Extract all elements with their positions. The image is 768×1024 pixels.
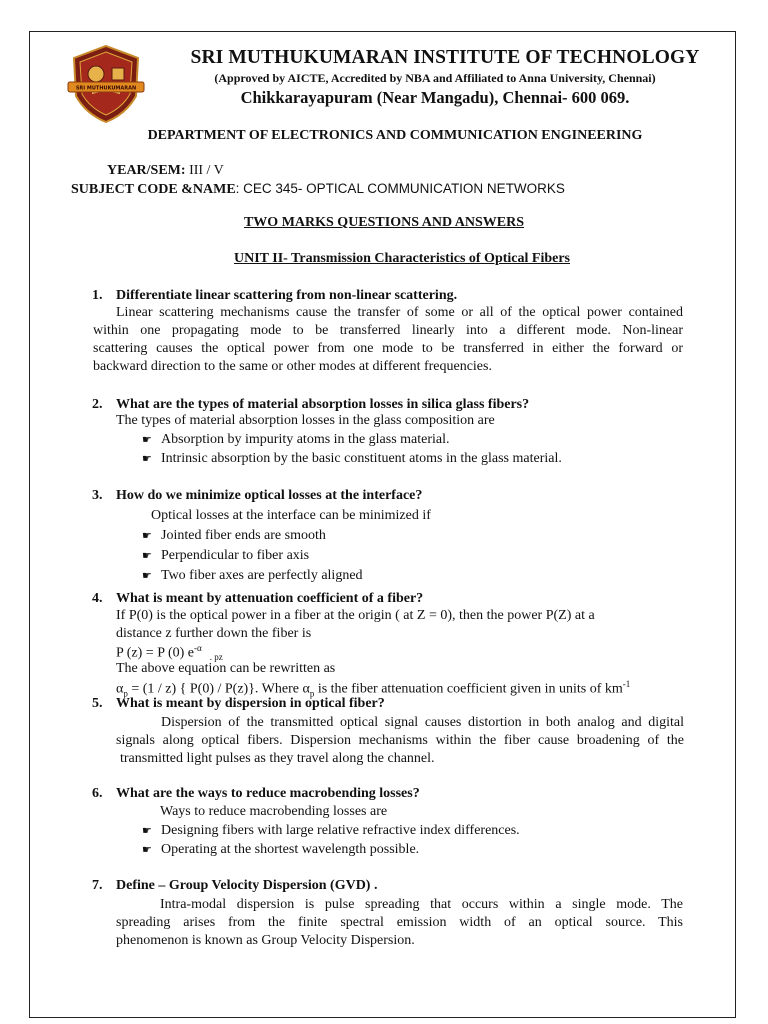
question-text: What is meant by attenuation coefficient of a fiber? bbox=[116, 591, 424, 606]
year-sem bbox=[107, 163, 224, 179]
list-item: ☛ Intrinsic absorption by the basic constituent atoms in the glass material. bbox=[142, 451, 562, 466]
bullet-icon: ☛ bbox=[142, 824, 152, 837]
institute-name: SRI MUTHUKUMARAN INSTITUTE OF TECHNOLOGY bbox=[190, 47, 700, 68]
question-text: Differentiate linear scattering from non-linear scattering. bbox=[116, 288, 458, 303]
list-item: ☛ Perpendicular to fiber axis bbox=[142, 548, 310, 563]
question-7: 7. Define – Group Velocity Dispersion (GVD) . bbox=[92, 878, 378, 893]
answer-4-line-1: If P(0) is the optical power in a fiber at the origin ( at Z = 0), then the power P(Z) at a bbox=[116, 608, 595, 623]
question-5: 5. What is meant by dispersion in optical fiber? bbox=[92, 696, 385, 711]
bullet-icon: ☛ bbox=[142, 843, 152, 856]
bullet-icon: ☛ bbox=[142, 433, 152, 446]
question-3: 3. How do we minimize optical losses at the interface? bbox=[92, 488, 423, 503]
answer-6-intro: Ways to reduce macrobending losses are bbox=[160, 804, 388, 819]
bullet-icon: ☛ bbox=[142, 569, 152, 582]
answer-4-rewrite: The above equation can be rewritten as bbox=[116, 661, 336, 676]
year-sem-label: YEAR/SEM: bbox=[107, 163, 186, 178]
bullet-icon: ☛ bbox=[142, 549, 152, 562]
subject-value: : CEC 345- OPTICAL COMMUNICATION NETWORKS bbox=[235, 181, 565, 196]
question-text: What is meant by dispersion in optical fiber? bbox=[116, 696, 385, 711]
department-name: DEPARTMENT OF ELECTRONICS AND COMMUNICATION ENGINEERING bbox=[147, 128, 643, 143]
bullet-icon: ☛ bbox=[142, 529, 152, 542]
answer-2-intro: The types of material absorption losses in the glass composition are bbox=[116, 413, 495, 428]
document-title: TWO MARKS QUESTIONS AND ANSWERS bbox=[243, 215, 525, 230]
answer-1: Linear scattering mechanisms cause the transfer of some or all of the optical power contained within one propagating mode to be transferred linearly into a different mode. Non-linear scattering causes the optical power from one mode to be transferred in either the forward or backward direction to the same or other modes at different frequencies. bbox=[93, 305, 683, 374]
question-text: How do we minimize optical losses at the interface? bbox=[116, 488, 423, 503]
list-item: ☛ Designing fibers with large relative refractive index differences. bbox=[142, 823, 520, 838]
answer-5: Dispersion of the transmitted optical signal causes distortion in both analog and digital signals along optical fibers. Dispersion mechanisms within the fiber cause broadening of the transmitted light pulses as they travel along the channel. bbox=[116, 715, 684, 766]
logo-banner-text: SRI MUTHUKUMARAN bbox=[75, 85, 137, 92]
subject-label: SUBJECT CODE &NAME bbox=[71, 182, 236, 197]
equation-power: P (z) = P (0) $e^{-\alpha}_{. pz}$ bbox=[116, 643, 223, 663]
question-4: 4. What is meant by attenuation coefficient of a fiber? bbox=[92, 591, 424, 606]
question-text: What are the ways to reduce macrobending losses? bbox=[116, 786, 420, 801]
equation-attenuation: $\alpha_p = (1 / z)$ { P(0) / P(z)}. Where $\alpha_p$ is the fiber attenuation coefficient given in units of $km^{-1}$ bbox=[116, 679, 631, 699]
list-item: ☛ Absorption by impurity atoms in the glass material. bbox=[142, 432, 450, 447]
list-item: ☛ Operating at the shortest wavelength possible. bbox=[142, 842, 420, 857]
page-border bbox=[29, 31, 736, 1018]
subject bbox=[71, 181, 565, 198]
bullet-icon: ☛ bbox=[142, 452, 152, 465]
list-item: ☛ Two fiber axes are perfectly aligned bbox=[142, 568, 363, 583]
question-2: 2. What are the types of material absorption losses in silica glass fibers? bbox=[92, 397, 530, 412]
institute-logo bbox=[66, 44, 146, 124]
answer-7: Intra-modal dispersion is pulse spreading that occurs within a single mode. The spreading arises from the finite spectral emission width of an optical source. This phenomenon is known as Group Velocity Dispersion. bbox=[116, 897, 683, 948]
question-text: Define – Group Velocity Dispersion (GVD) . bbox=[116, 878, 378, 893]
question-6: 6. What are the ways to reduce macrobending losses? bbox=[92, 786, 420, 801]
list-item: ☛ Jointed fiber ends are smooth bbox=[142, 528, 326, 543]
year-sem-value: III / V bbox=[185, 163, 224, 178]
institute-address: Chikkarayapuram (Near Mangadu), Chennai- 600 069. bbox=[240, 88, 630, 107]
answer-3-intro: Optical losses at the interface can be minimized if bbox=[151, 508, 431, 523]
institute-approval: (Approved by AICTE, Accredited by NBA and Affiliated to Anna University, Chennai) bbox=[214, 71, 656, 85]
question-1: 1. Differentiate linear scattering from non-linear scattering. bbox=[92, 288, 458, 303]
unit-title: UNIT II- Transmission Characteristics of Optical Fibers bbox=[234, 251, 570, 266]
answer-4-line-2: distance z further down the fiber is bbox=[116, 626, 312, 641]
question-text: What are the types of material absorption losses in silica glass fibers? bbox=[116, 397, 530, 412]
